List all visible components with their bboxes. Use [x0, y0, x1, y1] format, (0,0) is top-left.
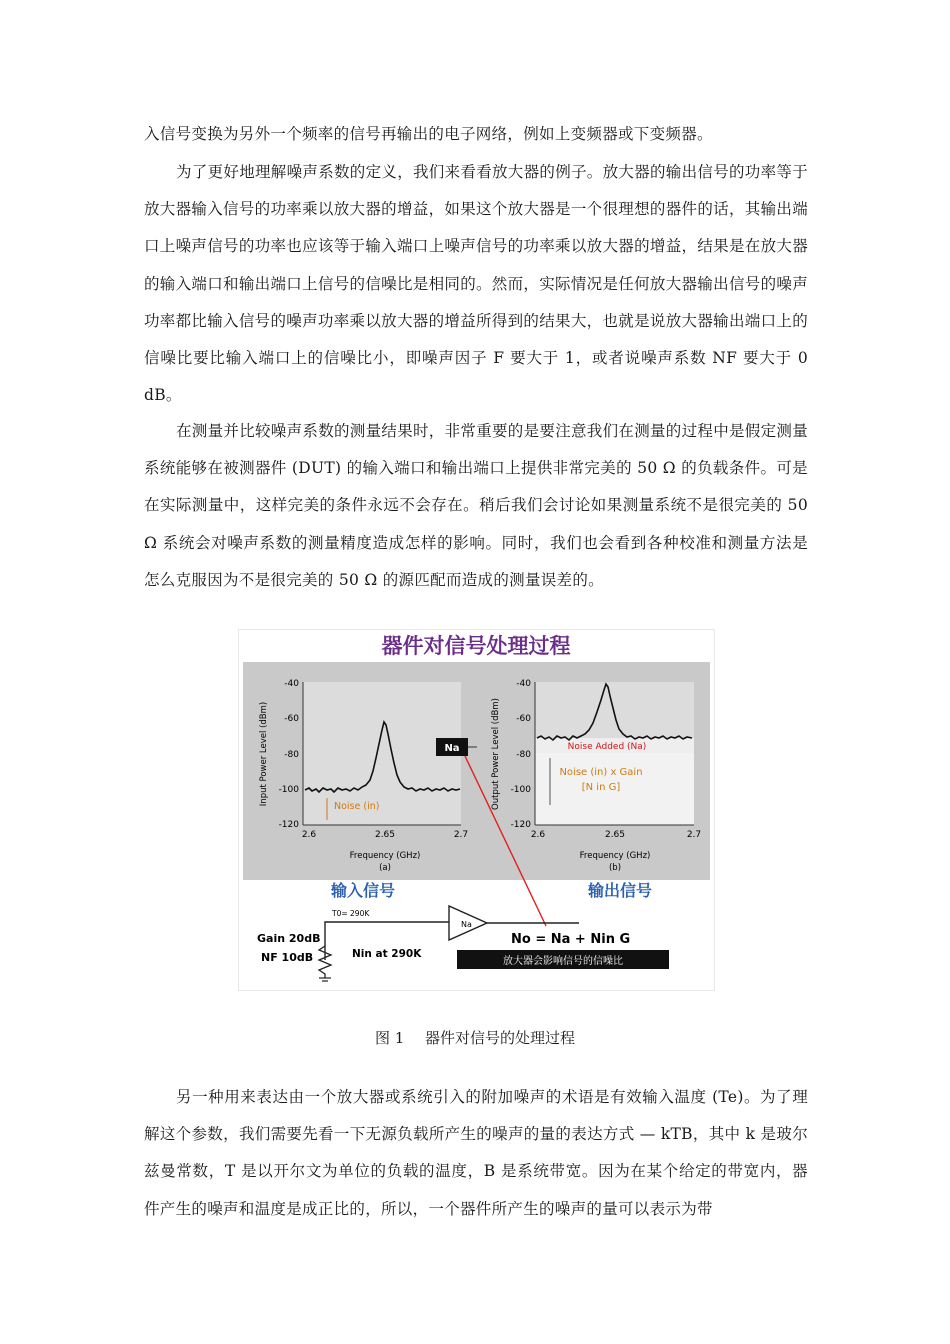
noise-in-label: Noise (in): [334, 801, 380, 812]
figure-caption: [0, 1026, 950, 1050]
left-xtick: 2.7: [453, 830, 469, 840]
right-ytick: -80: [516, 750, 531, 760]
t0-label: T0= 290K: [332, 909, 370, 918]
noise-formula: No = Na + Nin G: [511, 932, 631, 947]
noise-added-label: Noise Added (Na): [567, 742, 647, 752]
right-ytick: -120: [510, 820, 531, 830]
left-sublabel: (a): [379, 863, 391, 873]
na-box-label: Na: [444, 743, 460, 754]
right-sublabel: (b): [608, 863, 622, 873]
left-ytick: -40: [284, 679, 299, 689]
nin-label: Nin at 290K: [352, 948, 422, 960]
noise-gain-label-2: [N in G]: [581, 782, 621, 793]
right-xtick: 2.6: [530, 830, 546, 840]
input-signal-label: 输入信号: [330, 881, 396, 900]
paragraph-3: 在测量并比较噪声系数的测量结果时，非常重要的是要注意我们在测量的过程中是假定测量系统能够在被测器件 (DUT) 的输入端口和输出端口上提供非常完美的 50 Ω 的负载条件。可是在实际测量中，这样完美的条件永远不会存在。稍后我们会讨论如果测量系统不是很完美的 50 Ω 系统会对噪声系数的测量精度造成怎样的影响。同时，我们也会看到各种校准和测量方法是怎么克服因为不是很完美的 50 Ω 的源匹配而造成的测量误差的。: [144, 422, 809, 589]
output-signal-label: 输出信号: [587, 881, 653, 900]
paragraph-2: 为了更好地理解噪声系数的定义，我们来看看放大器的例子。放大器的输出信号的功率等于放大器输入信号的功率乘以放大器的增益，如果这个放大器是一个很理想的器件的话，其输出端口上噪声信号的功率也应该等于输入端口上噪声信号的功率乘以放大器的增益，结果是在放大器的输入端口和输出端口上信号的信噪比是相同的。然而，实际情况是任何放大器输出信号的噪声功率都比输入信号的噪声功率乘以放大器的增益所得到的结果大，也就是说放大器输出端口上的信噪比要比输入端口上的信噪比小，即噪声因子 F 要大于 1，或者说噪声系数 NF 要大于 0 dB。: [144, 163, 809, 405]
left-ylabel: Input Power Level (dBm): [259, 701, 269, 807]
banner-text: 放大器会影响信号的信噪比: [503, 956, 623, 967]
left-xtick: 2.65: [374, 830, 396, 840]
caption-number: 图 1: [374, 1029, 405, 1047]
noise-gain-label-1: Noise (in) x Gain: [559, 767, 643, 778]
left-ytick: -100: [278, 785, 299, 795]
right-ytick: -40: [516, 679, 531, 689]
gain-label: Gain 20dB: [257, 932, 321, 945]
paragraph-1: 入信号变换为另外一个频率的信号再输出的电子网络，例如上变频器或下变频器。: [144, 125, 713, 143]
right-ylabel: Output Power Level (dBm): [491, 698, 501, 810]
figure-signal-processing: [238, 629, 715, 991]
left-ytick: -60: [284, 714, 299, 724]
left-ytick: -80: [284, 750, 299, 760]
right-ytick: -100: [510, 785, 531, 795]
left-ytick: -120: [278, 820, 299, 830]
right-xlabel: Frequency (GHz): [579, 851, 651, 861]
caption-text: 器件对信号的处理过程: [425, 1029, 576, 1047]
left-xtick: 2.6: [301, 830, 317, 840]
figure-title: 器件对信号处理过程: [381, 634, 571, 658]
paragraph-4: 另一种用来表达由一个放大器或系统引入的附加噪声的术语是有效输入温度 (Te)。为了理解这个参数，我们需要先看一下无源负载所产生的噪声的量的表达方式 — kTB，其中 k 是玻尔兹曼常数，T 是以开尔文为单位的负载的温度，B 是系统带宽。因为在某个给定的带宽内，器件产生的噪声和温度是成正比的，所以，一个器件所产生的噪声的量可以表示为带: [144, 1088, 808, 1218]
amplifier-label: Na: [461, 920, 472, 929]
nf-label: NF 10dB: [261, 951, 314, 964]
right-xtick: 2.65: [604, 830, 626, 840]
right-ytick: -60: [516, 714, 531, 724]
right-xtick: 2.7: [686, 830, 702, 840]
left-xlabel: Frequency (GHz): [349, 851, 421, 861]
